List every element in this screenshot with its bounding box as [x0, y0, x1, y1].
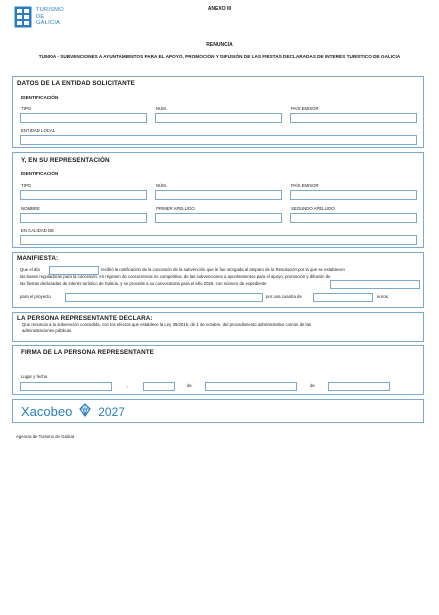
manifiesta-section: [12, 252, 424, 308]
manifiesta-line-3: las fiestas declaradas de interés turístico de Galicia, y se procede a su convocatoria para el año 2026, con número de expediente: [20, 281, 267, 286]
procedure-title: TU500A - SUBVENCIONES A AYUNTAMIENTOS PARA EL APOYO, PROMOCIÓN Y DIFUSIÓN DE LAS FIESTAS DECLARADAS DE INTERÉS TURÍSTICO DE GALICIA: [38, 54, 401, 59]
firma-day-field[interactable]: [143, 382, 175, 391]
firma-de-label-1: de: [187, 383, 192, 388]
representative-calidad-field[interactable]: [20, 235, 417, 245]
applicant-pais-label: PAÍS EMISOR: [291, 106, 319, 111]
representative-title: Y, EN SU REPRESENTACIÓN: [21, 157, 110, 164]
firma-comma: ,: [127, 383, 129, 388]
xacobeo-year: 2027: [98, 405, 125, 419]
manifiesta-por-una-cuantia: por una cuantía de: [266, 294, 302, 299]
firma-title: FIRMA DE LA PERSONA REPRESENTANTE: [21, 349, 154, 356]
applicant-num-label: NÚM.: [156, 106, 167, 111]
xacobeo-shell-icon: [78, 403, 92, 417]
representative-tipo-field[interactable]: [20, 190, 147, 200]
representative-section: [12, 152, 424, 248]
representative-pais-label: PAÍS EMISOR: [291, 183, 319, 188]
declara-section: [12, 312, 424, 342]
representative-pais-field[interactable]: [290, 190, 417, 200]
applicant-entidad-label: ENTIDAD LOCAL: [21, 128, 56, 133]
xacobeo-banner: [12, 399, 424, 423]
xacobeo-name: Xacobeo: [21, 404, 73, 419]
manifiesta-line-1: recibió la notificación de la concesión de la subvención que le fue otorgada al amparo de la Resolución por la que se establecen: [101, 267, 345, 272]
manifiesta-expediente-field[interactable]: [330, 280, 420, 289]
document-title: RENUNCIA: [206, 42, 233, 48]
logo-line-3: GALICIA: [36, 20, 61, 27]
declara-line-1: Que renuncia a la subvención concedida, con los efectos que establece la Ley 39/2015, de 1 de octubre, del procedimiento administrativo común de las: [22, 322, 312, 327]
representative-identification-label: IDENTIFICACIÓN: [21, 171, 59, 176]
declara-title: LA PERSONA REPRESENTANTE DECLARA:: [17, 315, 153, 322]
manifiesta-que-el-dia: Que el día: [20, 267, 40, 272]
applicant-entidad-field[interactable]: [20, 135, 417, 145]
firma-month-field[interactable]: [205, 382, 297, 391]
firma-de-label-2: de: [310, 383, 315, 388]
xacobeo-logo: [21, 403, 125, 421]
applicant-pais-field[interactable]: [290, 113, 417, 123]
applicant-tipo-field[interactable]: [20, 113, 147, 123]
manifiesta-proyecto-field[interactable]: [65, 293, 263, 302]
footer-agency: Agencia de Turismo de Galicia: [16, 434, 75, 439]
manifiesta-cuantia-field[interactable]: [313, 293, 373, 302]
firma-year-field[interactable]: [328, 382, 390, 391]
firma-lugar-label: Lugar y fecha: [21, 374, 48, 379]
applicant-identification-label: IDENTIFICACIÓN: [21, 95, 59, 100]
manifiesta-line-2: las bases reguladoras para la concesión, en régimen de concurrencia no competitiva, de las subvenciones a ayuntamientos para el apoyo, promoción y difusión de: [20, 274, 331, 279]
representative-calidad-label: EN CALIDAD DE: [21, 228, 54, 233]
logo-line-1: TURISMO: [36, 7, 64, 13]
representative-nombre-field[interactable]: [20, 213, 147, 223]
applicant-section: [12, 76, 424, 148]
firma-section: [12, 345, 424, 395]
representative-apellido1-label: PRIMER APELLIDO: [156, 206, 195, 211]
applicant-tipo-label: TIPO: [21, 106, 32, 111]
representative-apellido2-label: SEGUNDO APELLIDO: [291, 206, 335, 211]
manifiesta-euros: euros.: [377, 294, 389, 299]
logo-line-2: DE: [36, 13, 45, 20]
manifiesta-para-el-proyecto: para el proyecto: [20, 294, 51, 299]
applicant-num-field[interactable]: [155, 113, 282, 123]
representative-nombre-label: NOMBRE: [21, 206, 40, 211]
manifiesta-title: MANIFIESTA:: [17, 255, 59, 262]
annex-label: ANEXO III: [207, 6, 232, 12]
representative-tipo-label: TIPO: [21, 183, 32, 188]
firma-lugar-field[interactable]: [20, 382, 112, 391]
applicant-title: DATOS DE LA ENTIDAD SOLICITANTE: [17, 80, 135, 87]
declara-line-2: administraciones públicas.: [22, 328, 73, 333]
representative-num-field[interactable]: [155, 190, 282, 200]
representative-apellido2-field[interactable]: [290, 213, 417, 223]
representative-num-label: NÚM.: [156, 183, 167, 188]
representative-apellido1-field[interactable]: [155, 213, 282, 223]
